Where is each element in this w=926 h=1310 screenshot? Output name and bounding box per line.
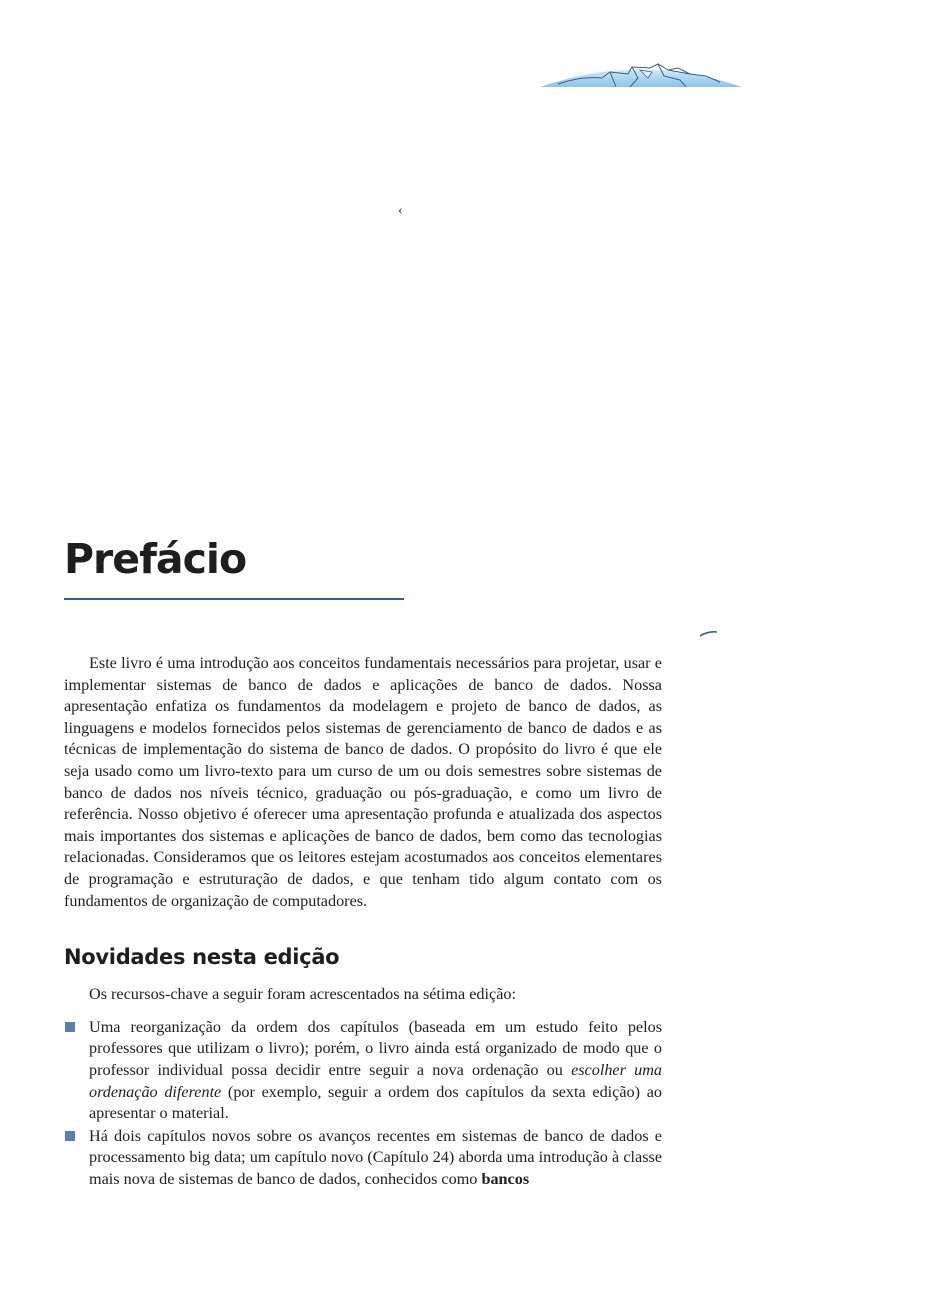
square-bullet-icon xyxy=(65,1022,75,1032)
list-item-emphasis: escolher uma ordenação diferente xyxy=(89,1060,662,1101)
chapter-title: Prefácio xyxy=(64,535,247,583)
list-item-strong: bancos xyxy=(481,1169,530,1188)
list-item-text-end: (por exemplo, seguir a ordem dos capítulos da sexta edição) ao apresentar o material. xyxy=(89,1082,662,1123)
intro-paragraph: Este livro é uma introdução aos conceitos fundamentais necessários para projetar, usar e implementar sistemas de banco de dados e aplicações de banco de dados. Nossa apresentação enfatiza os fundamentos da modelagem e projeto de banco de dados, as linguagens e modelos fornecidos pelos sistemas de gerenciamento de banco de dados e as técnicas de implementação do sistema de banco de dados. O propósito do livro é que ele seja usado como um livro-texto para um curso de um ou dois semestres sobre sistemas de banco de dados nos níveis técnico, graduação ou pós-graduação, e como um livro de referência. Nosso objetivo é oferecer uma apresentação profunda e atualizada dos aspectos mais importantes dos sistemas e aplicações de banco de dados, bem como das tecnologias relacionadas. Consideramos que os leitores estejam acostumados aos conceitos elementares de programação e estruturação de dados, e que tenham tido algum contato com os fundamentos de organização de computadores. xyxy=(64,654,662,910)
decorative-stroke-icon xyxy=(700,630,718,638)
square-bullet-icon xyxy=(65,1131,75,1141)
section-intro: Os recursos-chave a seguir foram acrescentados na sétima edição: xyxy=(89,985,516,1004)
list-item xyxy=(64,1017,662,1125)
globe-illustration xyxy=(540,60,742,88)
page-body xyxy=(64,653,662,1191)
list-item-text: Há dois capítulos novos sobre os avanços recentes em sistemas de banco de dados e processamento big data; um capítulo novo (Capítulo 24) aborda uma introdução à classe mais nova de sistemas de banco de dados, conhecidos como xyxy=(89,1126,662,1188)
feature-list xyxy=(64,1017,662,1191)
list-item xyxy=(64,1126,662,1191)
section-heading: Novidades nesta edição xyxy=(64,945,340,970)
title-underline xyxy=(64,598,404,600)
list-item-text: Uma reorganização da ordem dos capítulos (baseada em um estudo feito pelos professores que utilizam o livro); porém, o livro ainda está organizado de modo que o professor individual possa decidir entre seguir a nova ordenação ou xyxy=(89,1017,662,1079)
decorative-mark: ‹ xyxy=(398,203,403,218)
